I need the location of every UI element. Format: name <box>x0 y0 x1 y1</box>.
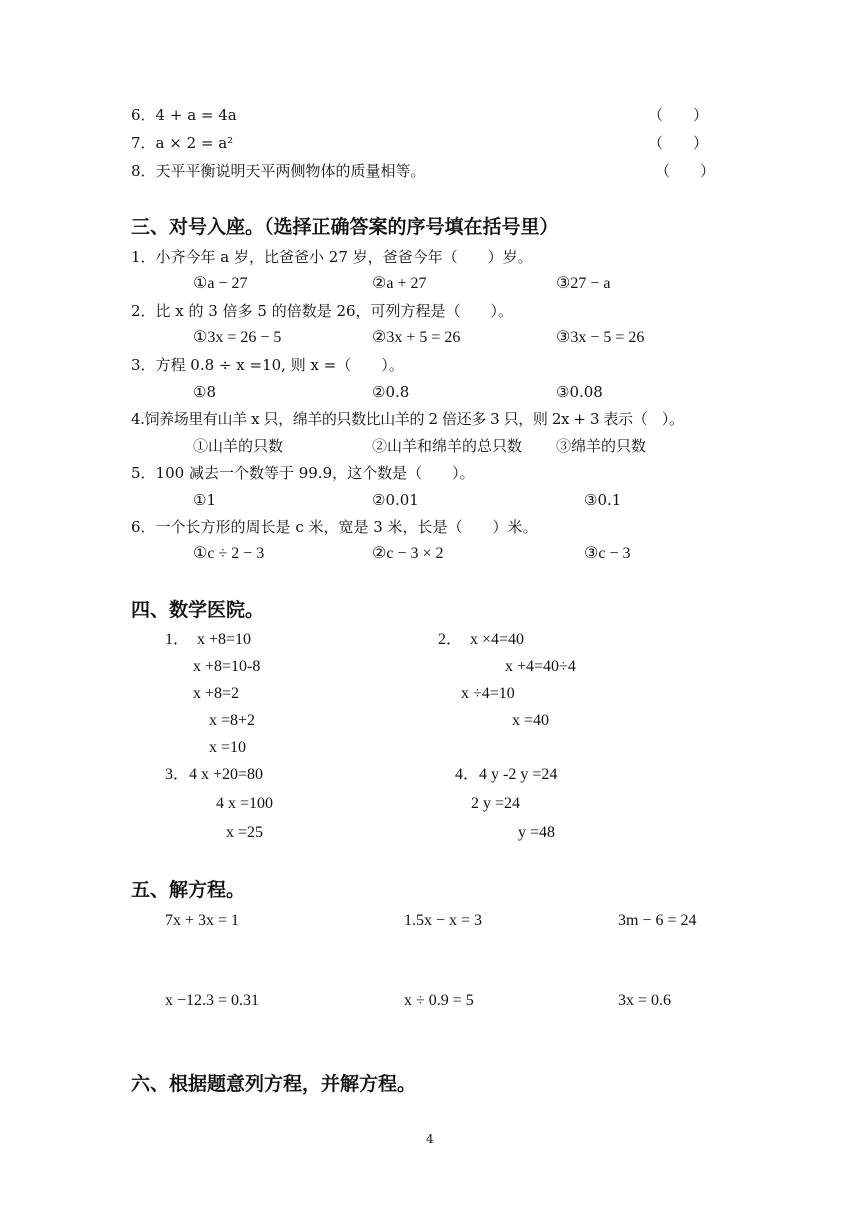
option-3-6-b[interactable]: ②c − 3 × 2 <box>372 545 444 562</box>
option-3-1-a[interactable]: ①a − 27 <box>193 275 248 292</box>
problem-2-line-4: x =40 <box>512 712 550 729</box>
problem-1-line-4: x =8+2 <box>209 712 256 729</box>
option-3-4-b[interactable]: ②山羊和绵羊的总只数 <box>372 437 523 455</box>
problem-3-line-2: 4 x =100 <box>216 795 274 812</box>
page-number: 4 <box>426 1132 434 1146</box>
section-4-title: 四、数学医院。 <box>131 599 265 621</box>
problem-1-line-5: x =10 <box>209 739 247 756</box>
option-3-3-a[interactable]: ①8 <box>193 383 216 401</box>
equation-5: x ÷ 0.9 = 5 <box>404 992 474 1009</box>
option-3-4-c[interactable]: ③绵羊的只数 <box>556 437 647 455</box>
option-3-2-a[interactable]: ①3x = 26 − 5 <box>193 329 282 346</box>
option-3-1-b[interactable]: ②a + 27 <box>372 275 427 292</box>
equation-1: 7x + 3x = 1 <box>165 912 240 929</box>
answer-paren-6[interactable]: （ ） <box>648 106 709 124</box>
problem-3-line-3: x =25 <box>226 824 264 841</box>
equation-4: x −12.3 = 0.31 <box>165 992 260 1009</box>
option-3-5-a[interactable]: ①1 <box>193 491 216 509</box>
problem-4-line-1: 4．4 y -2 y =24 <box>455 766 558 783</box>
option-3-5-c[interactable]: ③0.1 <box>584 491 622 509</box>
problem-1-line-3: x +8=2 <box>193 685 240 702</box>
problem-2-line-1: 2． x ×4=40 <box>438 631 525 648</box>
problem-4-line-3: y =48 <box>518 824 556 841</box>
option-3-5-b[interactable]: ②0.01 <box>372 491 419 509</box>
equation-2: 1.5x − x = 3 <box>404 912 483 929</box>
answer-paren-7[interactable]: （ ） <box>648 134 709 152</box>
section-3-title: 三、对号入座。（选择正确答案的序号填在括号里） <box>131 216 559 238</box>
judge-item-7: 7．a × 2 = a² <box>131 134 234 152</box>
problem-3-line-1: 3．4 x +20=80 <box>165 766 264 783</box>
section-6-title: 六、根据题意列方程，并解方程。 <box>131 1073 417 1095</box>
question-3-3: 3．方程 0.8 ÷ x =10, 则 x =（ ）。 <box>131 356 404 374</box>
question-3-1: 1．小齐今年 a 岁，比爸爸小 27 岁，爸爸今年（ ）岁。 <box>131 248 533 266</box>
option-3-6-c[interactable]: ③c − 3 <box>584 545 631 562</box>
problem-2-line-3: x ÷4=10 <box>461 685 515 702</box>
question-3-2: 2．比 x 的 3 倍多 5 的倍数是 26，可列方程是（ ）。 <box>131 302 514 320</box>
question-3-6: 6．一个长方形的周长是 c 米，宽是 3 米，长是（ ）米。 <box>131 518 538 536</box>
option-3-6-a[interactable]: ①c ÷ 2 − 3 <box>193 545 265 562</box>
judge-item-6: 6．4 + a = 4a <box>131 106 237 124</box>
option-3-2-b[interactable]: ②3x + 5 = 26 <box>372 329 461 346</box>
option-3-2-c[interactable]: ③3x − 5 = 26 <box>556 329 645 346</box>
problem-1-line-2: x +8=10-8 <box>193 658 261 675</box>
question-3-5: 5．100 减去一个数等于 99.9，这个数是（ ）。 <box>131 464 475 482</box>
answer-paren-8[interactable]: （ ） <box>655 162 716 180</box>
question-3-4: 4.饲养场里有山羊 x 只，绵羊的只数比山羊的 2 倍还多 3 只，则 2x + 3 表示（ ）。 <box>131 410 684 428</box>
option-3-1-c[interactable]: ③27 − a <box>556 275 611 292</box>
option-3-3-b[interactable]: ②0.8 <box>372 383 410 401</box>
problem-4-line-2: 2 y =24 <box>471 795 521 812</box>
equation-3: 3m − 6 = 24 <box>618 912 697 929</box>
judge-item-8: 8．天平平衡说明天平两侧物体的质量相等。 <box>131 162 426 180</box>
problem-1-line-1: 1． x +8=10 <box>165 631 252 648</box>
equation-6: 3x = 0.6 <box>618 992 672 1009</box>
option-3-4-a[interactable]: ①山羊的只数 <box>193 437 284 455</box>
option-3-3-c[interactable]: ③0.08 <box>556 383 603 401</box>
section-5-title: 五、解方程。 <box>131 879 246 901</box>
problem-2-line-2: x +4=40÷4 <box>505 658 576 675</box>
